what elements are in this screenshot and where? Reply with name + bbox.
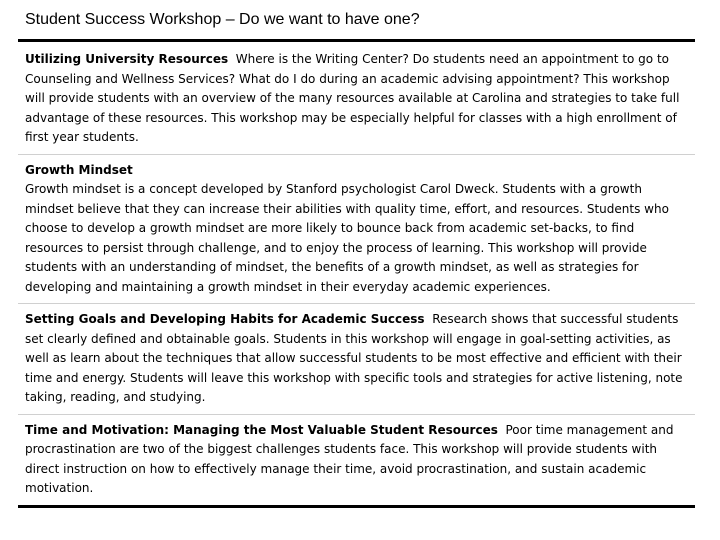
workshop-row-time-motivation (18, 414, 695, 505)
workshop-heading: Growth Mindset (25, 162, 133, 177)
workshop-row-university-resources (18, 42, 695, 148)
workshop-description: Growth mindset is a concept developed by Stanford psychologist Carol Dweck. Students with a growth mindset believe that they can increase their abilities with quality time, effort, and resources. Students who choose to develop a growth mindset are more likely to bounce back from academic set-backs, to find resources to persist through challenge, and to enjoy the process of learning. This workshop will provide students with an understanding of mindset, the benefits of a growth mindset, as well as strategies for developing and maintaining a growth mindset in their everyday academic experiences. (25, 182, 669, 294)
workshop-heading: Time and Motivation: Managing the Most Valuable Student Resources (25, 422, 498, 437)
workshop-heading: Utilizing University Resources (25, 52, 229, 66)
workshop-row-setting-goals (18, 303, 695, 408)
workshop-description: Research shows that successful students set clearly defined and obtainable goals. Students in this workshop will engage in goal-setting activities, as well as learn about the techniques that allow successful students to be most effective and efficient with their time and energy. Students will leave this workshop with specific tools and strategies for active listening, note taking, reading, and studying. (25, 312, 683, 404)
workshop-description: Where is the Writing Center? Do students need an appointment to go to Counseling and Wellness Services? What do I do during an academic advising appointment? This workshop will provide students with an overview of the many resources available at Carolina and strategies to take full advantage of these resources. This workshop may be especially helpful for classes with a high enrollment of first year students. (25, 52, 680, 144)
workshop-table (18, 39, 695, 508)
workshop-row-growth-mindset (18, 154, 695, 298)
workshop-heading: Setting Goals and Developing Habits for Academic Success (25, 312, 425, 326)
page-title: Student Success Workshop – Do we want to have one? (25, 11, 420, 28)
workshop-description: Poor time management and procrastination are two of the biggest challenges students face. This workshop will provide students with direct instruction on how to effectively manage their time, avoid procrastination, and sustain academic motivation. (25, 422, 674, 495)
